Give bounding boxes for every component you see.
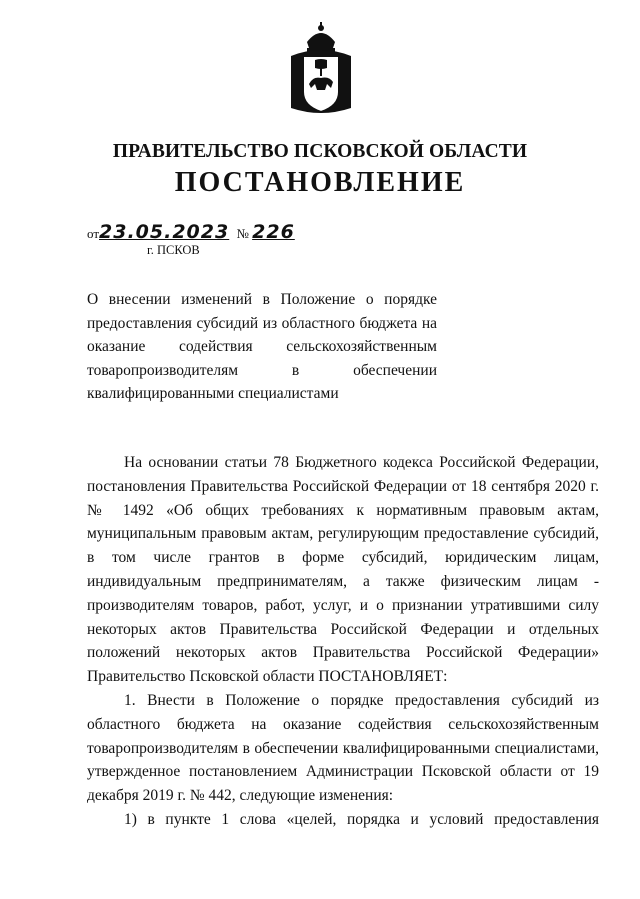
date-from-label: от: [87, 226, 100, 241]
coat-of-arms-icon: [287, 22, 355, 118]
city-label: г. ПСКОВ: [147, 243, 200, 257]
decree-subject: О внесении изменений в Положение о порядке предоставления субсидий из областного бюджета на оказание содействия сельскохозяйственным товаропроизводителям в обеспечении квалифицированными специалистами: [87, 291, 437, 403]
item-1-paragraph: 1. Внести в Положение о порядке предоставления субсидий из областного бюджета на оказание содействия сельскохозяйственным товаропроизводителям в обеспечении квалифицированными специалистами, утвержденное постановлением Администрации Псковской области от 19 декабря 2019 г. № 442, следующие изменения:: [87, 691, 599, 805]
government-title: ПРАВИТЕЛЬСТВО ПСКОВСКОЙ ОБЛАСТИ: [112, 141, 528, 162]
decree-date: 23.05.2023: [99, 221, 230, 243]
document-type-title: ПОСТАНОВЛЕНИЕ: [174, 167, 466, 198]
decree-body: [87, 451, 599, 832]
number-label: №: [236, 226, 249, 241]
date-number-line: [87, 221, 295, 243]
decree-number: 226: [252, 221, 295, 243]
item-1-1-paragraph: 1) в пункте 1 слова «целей, порядка и условий предоставления: [124, 810, 599, 828]
preamble-paragraph: На основании статьи 78 Бюджетного кодекса Российской Федерации, постановления Правительства Российской Федерации от 18 сентября 2020 г. № 1492 «Об общих требованиях к нормативным правовым актам, муниципальным правовым актам, регулирующим предоставление субсидий, в том числе грантов в форме субсидий, юридическим лицам, индивидуальным предпринимателям, а также физическим лицам - производителям товаров, работ, услуг, и о признании утратившими силу некоторых актов Правительства Российской Федерации и отдельных положений некоторых актов Правительства Российской Федерации» Правительство Псковской области ПОСТАНОВЛЯЕТ:: [87, 454, 599, 686]
